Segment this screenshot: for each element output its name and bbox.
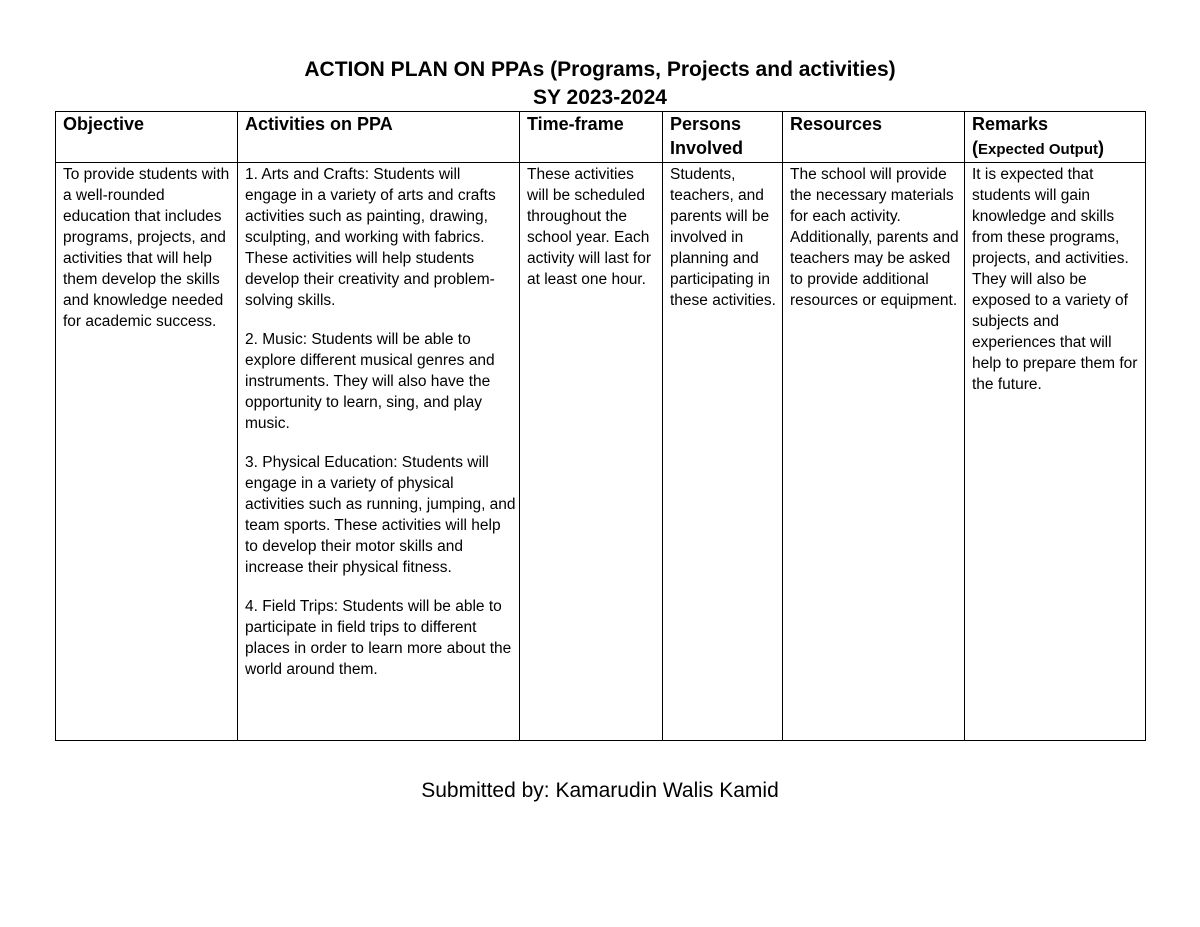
header-persons-involved: Persons Involved	[663, 112, 783, 163]
cell-timeframe: These activities will be scheduled throughout the school year. Each activity will last for at least one hour.	[520, 163, 663, 741]
header-remarks-sub: Expected Output	[978, 141, 1099, 158]
header-timeframe: Time-frame	[520, 112, 663, 163]
header-objective: Objective	[56, 112, 238, 163]
cell-resources: The school will provide the necessary materials for each activity. Additionally, parents and teachers may be asked to provide additional resources or equipment.	[783, 163, 965, 741]
document-title	[0, 56, 1200, 112]
submitted-by: Submitted by: Kamarudin Walis Kamid	[421, 779, 779, 802]
table-row	[56, 163, 1146, 741]
header-remarks: Remarks (Expected Output)	[965, 112, 1146, 163]
activity-item: 4. Field Trips: Students will be able to participate in field trips to different places in order to learn more about the world around them.	[245, 598, 512, 678]
header-activities: Activities on PPA	[238, 112, 520, 163]
cell-activities	[238, 163, 520, 741]
activity-item: 2. Music: Students will be able to explore different musical genres and instruments. They will also have the opportunity to learn, sing, and play music.	[245, 331, 495, 432]
header-resources: Resources	[783, 112, 965, 163]
cell-objective: To provide students with a well-rounded education that includes programs, projects, and activities that will help them develop the skills and knowledge needed for academic success.	[56, 163, 238, 741]
title-line-2: SY 2023-2024	[533, 86, 667, 109]
action-plan-table	[55, 111, 1146, 741]
header-remarks-label: Remarks	[972, 114, 1049, 134]
table-header-row	[56, 112, 1146, 163]
title-line-1: ACTION PLAN ON PPAs (Programs, Projects and activities)	[304, 58, 896, 81]
cell-persons-involved: Students, teachers, and parents will be involved in planning and participating in these activities.	[663, 163, 783, 741]
cell-remarks: It is expected that students will gain knowledge and skills from these programs, projects, and activities. They will also be exposed to a variety of subjects and experiences that will help to prepare them for the future.	[965, 163, 1146, 741]
activity-item: 1. Arts and Crafts: Students will engage in a variety of arts and crafts activities such as painting, drawing, sculpting, and working with fabrics. These activities will help students develop their creativity and problem-solving skills.	[245, 166, 496, 309]
activity-item: 3. Physical Education: Students will engage in a variety of physical activities such as running, jumping, and team sports. These activities will help to develop their motor skills and increase their physical fitness.	[245, 454, 516, 576]
